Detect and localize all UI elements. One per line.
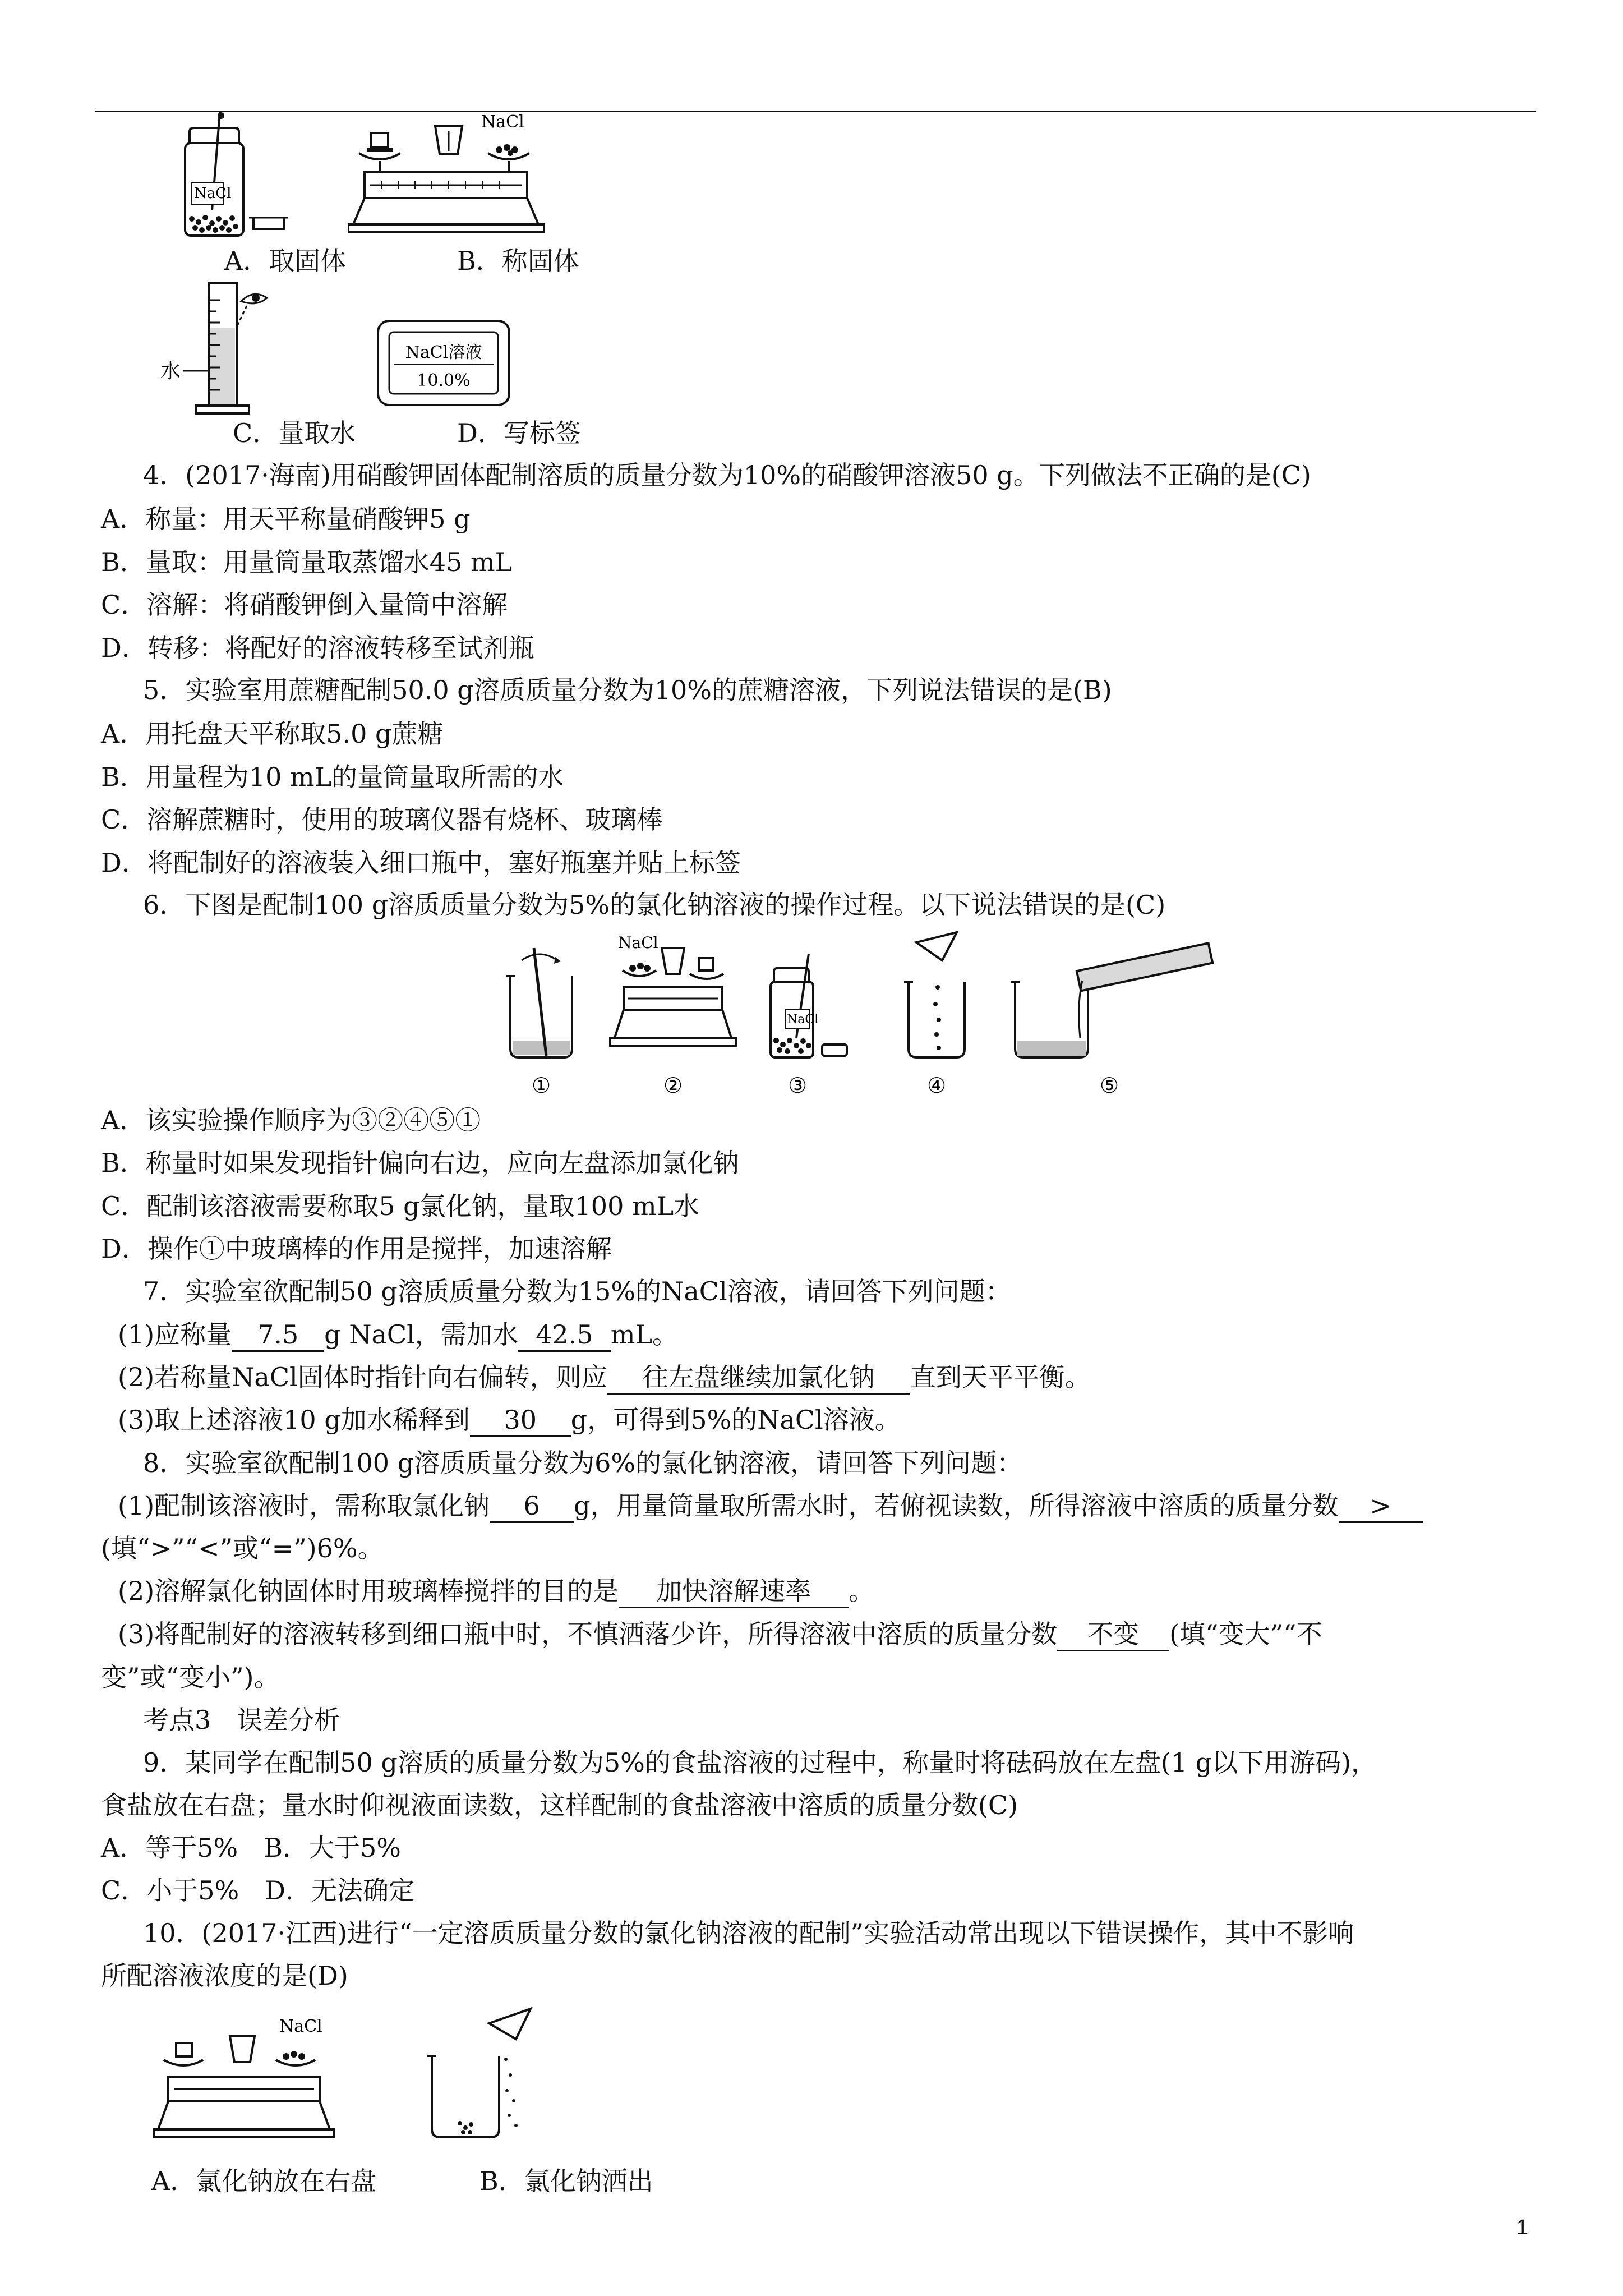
q4-option-b: B．量取：用量筒量取蒸馏水45 mL — [101, 547, 513, 577]
q4-option-c: C．溶解：将硝酸钾倒入量筒中溶解 — [101, 590, 508, 620]
q7-part-1 — [118, 1318, 678, 1352]
q8-part-3 — [118, 1617, 1322, 1651]
q7-p1-answer-2: 42.5 — [518, 1319, 611, 1352]
q5-option-b: B．用量程为10 mL的量筒量取所需的水 — [101, 762, 564, 792]
q7-part-2 — [118, 1360, 1091, 1395]
q8-p2-text-a: (2)溶解氯化钠固体时用玻璃棒搅拌的目的是 — [118, 1576, 619, 1606]
q7-p1-text-b: g NaCl，需加水 — [324, 1319, 518, 1350]
q8-part-1 — [118, 1489, 1423, 1523]
q6-stem: 6．下图是配制100 g溶质质量分数为5%的氯化钠溶液的操作过程。以下说法错误的是(C) — [143, 890, 1166, 920]
q10-option-a: A．氯化钠放在右盘 — [151, 2166, 377, 2196]
q10-stem-line-1: 10．(2017·江西)进行“一定溶质质量分数的氯化钠溶液的配制”实验活动常出现以下错误操作，其中不影响 — [143, 1918, 1354, 1948]
q8-p1-answer-1: 6 — [490, 1490, 574, 1523]
q7-p3-text-b: g，可得到5%的NaCl溶液。 — [570, 1405, 901, 1435]
q7-p1-answer-1: 7.5 — [232, 1319, 324, 1352]
q8-p3-text-b: (填“变大”“不 — [1169, 1619, 1322, 1649]
q8-part-2 — [118, 1574, 874, 1608]
q7-stem: 7．实验室欲配制50 g溶质质量分数为15%的NaCl溶液，请回答下列问题： — [143, 1276, 1011, 1306]
option-a-take-solid: A．取固体 — [224, 246, 347, 276]
q5-option-c: C．溶解蔗糖时，使用的玻璃仪器有烧杯、玻璃棒 — [101, 804, 663, 835]
step-1-dissolve-figure — [506, 948, 572, 1057]
step-label-2: ② — [663, 1073, 683, 1098]
q4-option-d: D．转移：将配好的溶液转移至试剂瓶 — [101, 633, 534, 663]
q7-p2-text-a: (2)若称量NaCl固体时指针向右偏转，则应 — [118, 1362, 607, 1392]
step-2-weigh-figure — [610, 933, 736, 1046]
q7-p2-answer: 往左盘继续加氯化钠 — [607, 1361, 910, 1395]
q6-option-a: A．该实验操作顺序为③②④⑤① — [101, 1105, 481, 1135]
nacl-label: NaCl — [481, 112, 524, 132]
q7-p3-answer: 30 — [470, 1404, 571, 1437]
step-5-add-water-figure — [1011, 943, 1212, 1057]
q8-p1-answer-2: > — [1339, 1490, 1423, 1523]
header-rule — [95, 111, 1536, 112]
q4-stem: 4．(2017·海南)用硝酸钾固体配制溶质的质量分数为10%的硝酸钾溶液50 g。下列做法不正确的是(C) — [143, 460, 1311, 490]
q6-bottle-label: NaCl — [787, 1013, 819, 1027]
section-3-heading: 考点3 误差分析 — [143, 1705, 340, 1735]
step-label-5: ⑤ — [1099, 1073, 1119, 1098]
q9-options-ab: A．等于5% B．大于5% — [101, 1833, 401, 1863]
q5-option-d: D．将配制好的溶液装入细口瓶中，塞好瓶塞并贴上标签 — [101, 848, 741, 878]
figure-q10-balance — [151, 2008, 342, 2143]
q7-p2-text-b: 直到天平平衡。 — [910, 1362, 1091, 1392]
q7-p3-text-a: (3)取上述溶液10 g加水稀释到 — [118, 1405, 470, 1435]
figure-label-tag — [377, 320, 511, 409]
page-number: 1 — [1516, 2216, 1529, 2239]
step-3-take-solid-figure — [771, 954, 847, 1057]
figure-weigh-solid — [348, 109, 550, 238]
q6-option-b: B．称量时如果发现指针偏向右边，应向左盘添加氯化钠 — [101, 1148, 739, 1178]
option-b-weigh-solid: B．称固体 — [457, 246, 579, 276]
q8-stem: 8．实验室欲配制100 g溶质质量分数为6%的氯化钠溶液，请回答下列问题： — [143, 1448, 1023, 1478]
tag-line-2: 10.0% — [417, 371, 471, 390]
q8-p3-answer: 不变 — [1057, 1618, 1169, 1651]
q8-part-1-cont: (填“>”“<”或“=”)6%。 — [101, 1533, 384, 1563]
q10-stem-line-2: 所配溶液浓度的是(D) — [101, 1961, 348, 1991]
figure-q10-spill — [421, 2005, 555, 2143]
q7-part-3 — [118, 1403, 901, 1437]
q6-nacl-label: NaCl — [618, 933, 658, 952]
water-label: 水 — [160, 360, 181, 383]
step-4-add-solid-figure — [904, 932, 965, 1057]
q9-stem-line-1: 9．某同学在配制50 g溶质的质量分数为5%的食盐溶液的过程中，称量时将砝码放在左盘(1 g以下用游码)， — [143, 1747, 1377, 1778]
bottle-label: NaCl — [194, 185, 232, 202]
q6-option-c: C．配制该溶液需要称取5 g氯化钠，量取100 mL水 — [101, 1191, 700, 1221]
q8-part-3-cont: 变”或“变小”)。 — [101, 1662, 280, 1692]
q8-p3-text-a: (3)将配制好的溶液转移到细口瓶中时，不慎洒落少许，所得溶液中溶质的质量分数 — [118, 1619, 1058, 1649]
tag-line-1: NaCl溶液 — [405, 343, 482, 362]
figure-measure-water — [157, 278, 286, 421]
q5-stem: 5．实验室用蔗糖配制50.0 g溶质质量分数为10%的蔗糖溶液，下列说法错误的是(B) — [143, 675, 1112, 705]
figure-take-solid — [179, 112, 292, 241]
q5-option-a: A．用托盘天平称取5.0 g蔗糖 — [101, 719, 444, 749]
q10-option-b: B．氯化钠洒出 — [479, 2166, 653, 2196]
q8-p2-answer: 加快溶解速率 — [619, 1575, 849, 1608]
q7-p1-text-a: (1)应称量 — [118, 1319, 232, 1350]
step-label-3: ③ — [787, 1073, 808, 1098]
q10-nacl-label: NaCl — [279, 2017, 322, 2036]
step-label-4: ④ — [926, 1073, 947, 1098]
figure-q6-steps — [499, 926, 1239, 1099]
q7-p1-text-c: mL。 — [610, 1319, 678, 1350]
q8-p1-text-a: (1)配制该溶液时，需称取氯化钠 — [118, 1490, 490, 1521]
q9-options-cd: C．小于5% D．无法确定 — [101, 1875, 415, 1906]
q4-option-a: A．称量：用天平称量硝酸钾5 g — [101, 504, 471, 534]
q6-option-d: D．操作①中玻璃棒的作用是搅拌，加速溶解 — [101, 1234, 612, 1264]
q8-p2-text-b: 。 — [849, 1576, 875, 1606]
step-label-1: ① — [531, 1073, 551, 1098]
q9-stem-line-2: 食盐放在右盘；量水时仰视液面读数，这样配制的食盐溶液中溶质的质量分数(C) — [101, 1790, 1018, 1820]
option-c-measure-water: C．量取水 — [233, 418, 356, 448]
q8-p1-text-b: g，用量筒量取所需水时，若俯视读数，所得溶液中溶质的质量分数 — [574, 1490, 1339, 1521]
option-d-write-label: D．写标签 — [457, 418, 581, 448]
